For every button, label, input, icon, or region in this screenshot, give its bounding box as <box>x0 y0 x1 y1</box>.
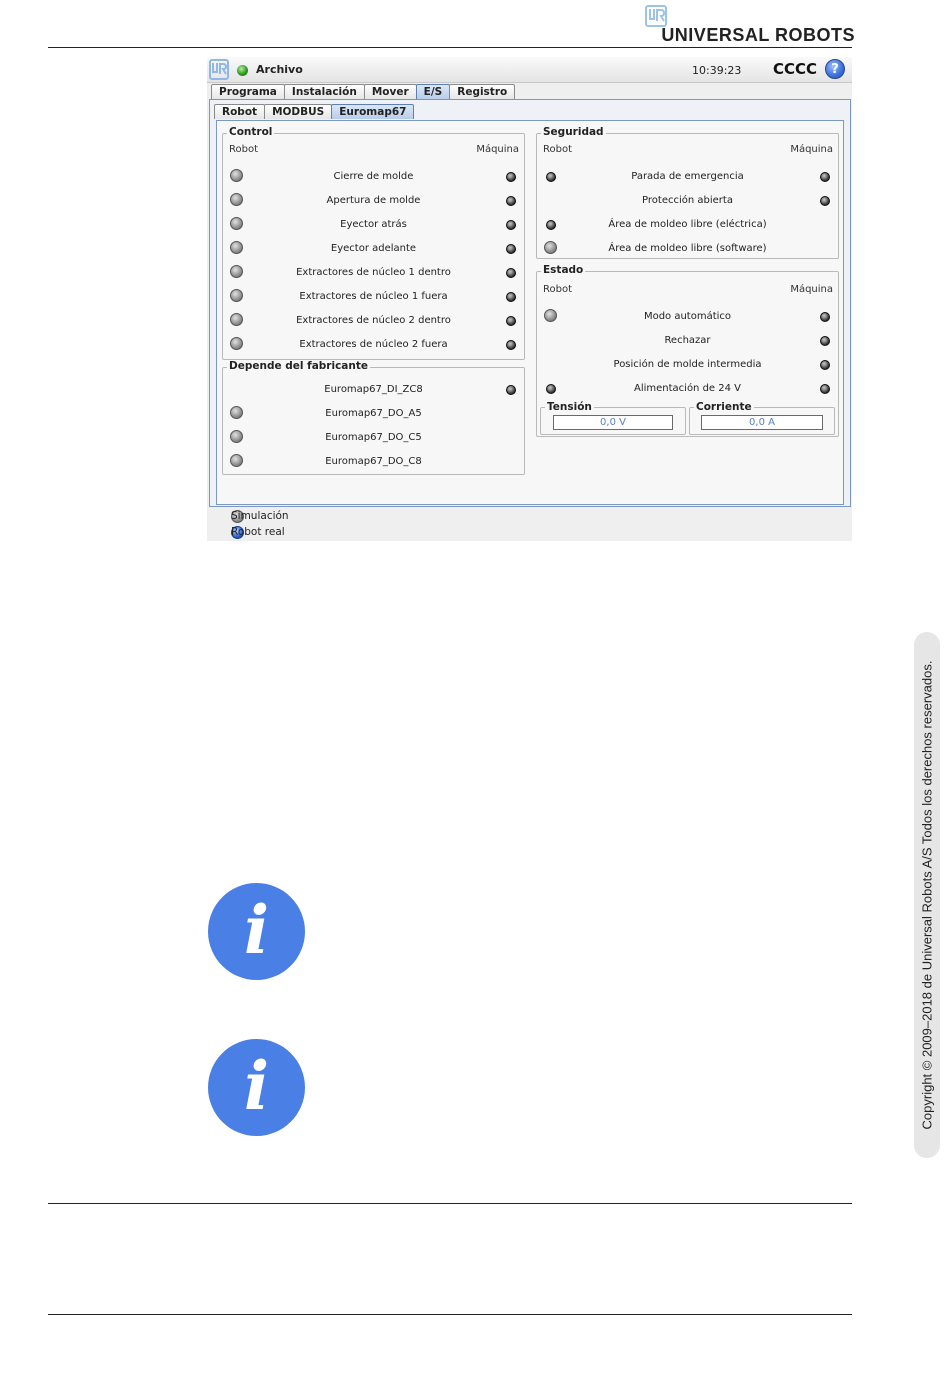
main-tabs <box>211 84 514 99</box>
control-row <box>223 239 524 259</box>
control-label: Eyector adelante <box>330 243 417 254</box>
control-machine-header: Máquina <box>476 144 519 155</box>
state-robot-header: Robot <box>543 284 573 295</box>
control-group <box>222 126 525 360</box>
manufacturer-label: Euromap67_DO_C8 <box>325 456 422 467</box>
state-label: Posición de molde intermedia <box>613 359 762 370</box>
voltage-box <box>540 401 686 435</box>
euromap67-panel <box>216 120 844 505</box>
voltage-field: 0,0 V <box>553 415 673 430</box>
manufacturer-title: Depende del fabricante <box>229 360 369 372</box>
machine-input-led-icon <box>506 268 516 278</box>
robot-name: CCCC <box>773 60 818 78</box>
io-panel <box>209 99 851 507</box>
tab-modbus[interactable]: MODBUS <box>264 104 332 119</box>
manufacturer-group <box>222 360 525 475</box>
real-robot-option[interactable] <box>211 525 511 541</box>
sub-tabs <box>214 104 413 119</box>
info-icon <box>208 1039 305 1136</box>
tab-registro[interactable]: Registro <box>449 84 515 99</box>
manufacturer-row <box>223 452 524 472</box>
machine-input-led-icon <box>506 340 516 350</box>
real-robot-label: Robot real <box>231 526 285 538</box>
manufacturer-row <box>223 428 524 448</box>
control-row <box>223 311 524 331</box>
footer-rule-bottom <box>48 1314 852 1315</box>
machine-input-led-icon <box>506 385 516 395</box>
universal-robots-logo <box>645 5 855 43</box>
current-title: Corriente <box>696 401 752 413</box>
copyright-tab <box>914 632 940 1158</box>
voltage-title: Tensión <box>547 401 592 413</box>
safety-label: Parada de emergencia <box>631 171 744 182</box>
info-icon <box>208 883 305 980</box>
control-title: Control <box>229 126 273 138</box>
current-box <box>689 401 835 435</box>
help-icon[interactable]: ? <box>825 59 845 79</box>
info-glyph: i <box>243 891 270 969</box>
safety-robot-header: Robot <box>543 144 573 155</box>
tab-es[interactable]: E/S <box>416 84 451 99</box>
machine-input-led-icon <box>506 172 516 182</box>
machine-input-led-icon <box>820 196 830 206</box>
control-row <box>223 215 524 235</box>
state-row <box>537 307 838 327</box>
title-bar <box>207 57 852 83</box>
state-row <box>537 379 838 399</box>
machine-input-led-icon <box>506 196 516 206</box>
safety-label: Área de moldeo libre (software) <box>608 243 767 254</box>
control-label: Cierre de molde <box>333 171 414 182</box>
header-rule <box>48 47 852 48</box>
safety-row <box>537 191 838 211</box>
state-label: Modo automático <box>643 311 732 322</box>
footer-rule-top <box>48 1203 852 1204</box>
ur-app-icon[interactable] <box>209 59 229 80</box>
tab-programa[interactable]: Programa <box>211 84 285 99</box>
machine-input-led-icon <box>820 336 830 346</box>
control-label: Extractores de núcleo 2 dentro <box>296 315 451 326</box>
manufacturer-label: Euromap67_DO_C5 <box>325 432 422 443</box>
safety-label: Protección abierta <box>642 195 733 206</box>
safety-title: Seguridad <box>543 126 604 138</box>
state-row <box>537 355 838 375</box>
safety-row <box>537 239 838 259</box>
control-label: Extractores de núcleo 1 dentro <box>296 267 451 278</box>
control-row <box>223 167 524 187</box>
safety-label: Área de moldeo libre (eléctrica) <box>608 219 767 230</box>
control-row <box>223 335 524 355</box>
machine-input-led-icon <box>820 360 830 370</box>
control-row <box>223 287 524 307</box>
tab-mover[interactable]: Mover <box>364 84 417 99</box>
manufacturer-label: Euromap67_DO_A5 <box>325 408 422 419</box>
safety-group <box>536 126 839 259</box>
current-field: 0,0 A <box>701 415 823 430</box>
machine-input-led-icon <box>820 312 830 322</box>
brand-name: UNIVERSAL ROBOTS <box>661 25 855 45</box>
clock: 10:39:23 <box>692 64 742 77</box>
state-row <box>537 331 838 351</box>
file-menu[interactable]: Archivo <box>256 63 303 76</box>
status-indicator-icon <box>237 65 248 76</box>
safety-row <box>537 167 838 187</box>
state-label: Alimentación de 24 V <box>633 383 741 394</box>
mode-status <box>211 509 511 541</box>
state-machine-header: Máquina <box>790 284 833 295</box>
copyright-text: Copyright © 2009–2018 de Universal Robots A/S Todos los derechos reservados. <box>919 660 935 1130</box>
ur-logo-icon <box>645 5 667 27</box>
manufacturer-label: Euromap67_DI_ZC8 <box>324 384 423 395</box>
tab-instalacion[interactable]: Instalación <box>284 84 365 99</box>
info-glyph: i <box>243 1047 270 1125</box>
simulation-label: Simulación <box>231 510 289 522</box>
polyscope-screenshot <box>207 57 852 541</box>
machine-input-led-icon <box>506 292 516 302</box>
state-group <box>536 264 839 437</box>
manufacturer-row <box>223 404 524 424</box>
tab-robot[interactable]: Robot <box>214 104 265 119</box>
safety-machine-header: Máquina <box>790 144 833 155</box>
manufacturer-row <box>223 380 524 400</box>
control-row <box>223 263 524 283</box>
machine-input-led-icon <box>820 172 830 182</box>
control-label: Extractores de núcleo 1 fuera <box>299 291 448 302</box>
machine-input-led-icon <box>506 316 516 326</box>
machine-input-led-icon <box>820 384 830 394</box>
control-label: Apertura de molde <box>326 195 421 206</box>
state-title: Estado <box>543 264 584 276</box>
control-label: Extractores de núcleo 2 fuera <box>299 339 448 350</box>
simulation-option[interactable] <box>211 509 511 525</box>
control-label: Eyector atrás <box>340 219 407 230</box>
control-row <box>223 191 524 211</box>
tab-euromap67[interactable]: Euromap67 <box>331 104 414 119</box>
control-robot-header: Robot <box>229 144 259 155</box>
machine-input-led-icon <box>506 220 516 230</box>
machine-input-led-icon <box>506 244 516 254</box>
safety-row <box>537 215 838 235</box>
state-label: Rechazar <box>664 335 711 346</box>
